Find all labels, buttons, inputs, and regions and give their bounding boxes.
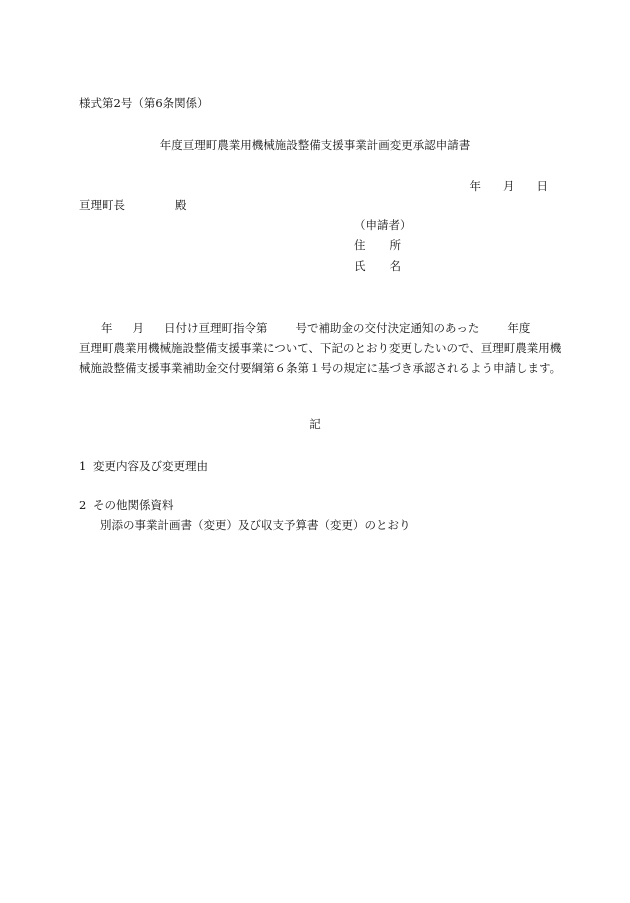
item-1-label: 変更内容及び変更理由 xyxy=(93,459,208,473)
item-1-number: 1 xyxy=(79,459,87,473)
address-char-1: 住 xyxy=(354,238,366,252)
item-1 xyxy=(79,458,208,474)
item-2-label: その他関係資料 xyxy=(93,498,174,512)
addressee-name: 亘理町長 xyxy=(79,198,125,212)
date-month: 月 xyxy=(503,179,515,193)
item-2 xyxy=(79,497,174,513)
name-char-1: 氏 xyxy=(354,259,366,273)
addressee xyxy=(79,197,187,213)
body-text-3: 年度 xyxy=(507,321,531,335)
body-line-2: 亘理町農業用機械施設整備支援事業について、下記のとおり変更したいので、亘理町農業用機 xyxy=(79,341,562,355)
applicant-address-label xyxy=(354,237,401,253)
body-text-1: 日付け亘理町指令第 xyxy=(164,321,268,335)
body-line-1 xyxy=(79,318,553,338)
date-year: 年 xyxy=(469,179,481,193)
form-number: 様式第2号（第6条関係） xyxy=(79,96,209,110)
applicant-name-label xyxy=(354,258,401,274)
item-2-detail: 別添の事業計画書（変更）及び収支予算書（変更）のとおり xyxy=(100,518,411,532)
applicant-label: （申請者） xyxy=(354,218,412,232)
body-line-3: 械施設整備支援事業補助金交付要綱第６条第１号の規定に基づき承認されるよう申請します。 xyxy=(79,361,562,375)
document-title: 年度亘理町農業用機械施設整備支援事業計画変更承認申請書 xyxy=(159,138,471,152)
date-line xyxy=(470,178,549,194)
ki-heading: 記 xyxy=(309,417,321,431)
body-month: 月 xyxy=(132,321,144,335)
name-char-2: 名 xyxy=(389,259,401,273)
date-day: 日 xyxy=(536,179,548,193)
body-paragraph xyxy=(79,318,562,378)
address-char-2: 所 xyxy=(389,238,401,252)
item-2-number: 2 xyxy=(79,498,87,512)
addressee-honorific: 殿 xyxy=(175,198,187,212)
body-year: 年 xyxy=(101,321,113,335)
body-text-2: 号で補助金の交付決定通知のあった xyxy=(295,321,480,335)
